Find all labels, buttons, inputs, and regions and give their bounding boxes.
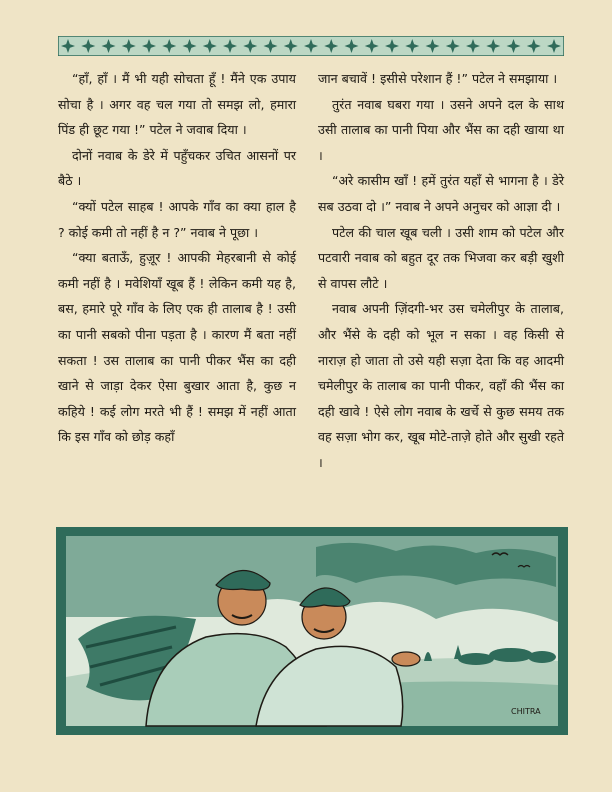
paragraph: “क्यों पटेल साहब ! आपके गाँव का क्या हाल है ? कोई कमी तो नहीं है न ?” नवाब ने पूछा । — [58, 198, 296, 240]
paragraph: “हाँ, हाँ । मैं भी यही सोचता हूँ ! मैंने एक उपाय सोचा है । अगर वह चल गया तो समझ लो, हमारा पिंड ही छूट गया !” पटेल ने जवाब दिया । — [58, 71, 296, 138]
paragraph: पटेल की चाल खूब चली । उसी शाम को पटेल और पटवारी नवाब को बहुत दूर तक भिजवा कर बड़ी खुशी से वापस लौटे । — [318, 224, 564, 291]
left-text-column — [58, 66, 296, 450]
paragraph: दोनों नवाब के डेरे में पहुँचकर उचित आसनों पर बैठे । — [58, 147, 296, 189]
paragraph: नवाब अपनी ज़िंदगी-भर उस चमेलीपुर के तालाब, और भैंसे के दही को भूल न सका । वह किसी से नाराज़ हो जाता तो उसे यही सज़ा देता कि वह आदमी चमेलीपुर के तालाब का पानी पीकर, वहाँ की भैंस का दही खावे ! ऐसे लोग नवाब के खर्चे से कुछ समय तक वह सज़ा भोग कर, खूब मोटे-ताज़े होते और सुखी रहते । — [318, 301, 564, 470]
paragraph: तुरंत नवाब घबरा गया । उसने अपने दल के साथ उसी तालाब का पानी पिया और भैंस का दही खाया था । — [318, 96, 564, 163]
right-text-column — [318, 66, 564, 476]
paragraph: “क्या बताऊँ, हुज़ूर ! आपकी मेहरबानी से कोई कमी नहीं है । मवेशियाँ खूब हैं ! लेकिन कमी यह है, बस, हमारे पूरे गाँव के लिए एक ही तालाब है ! उसी का पानी सबको पीना पड़ता है । कारण मैं बता नहीं सकता ! उस तालाब का पानी पीकर भैंस का दही खाने से जाड़ा देकर ऐसा बुखार आता है, कुछ न कहिये ! कई लोग मरते भी हैं ! समझ में नहीं आता कि इस गाँव को छोड़ कहाँ — [58, 250, 296, 445]
paragraph: “अरे कासीम खाँ ! हमें तुरंत यहाँ से भागना है । डेरे सब उठवा दो ।” नवाब ने अपने अनुचर को आज्ञा दी । — [318, 173, 564, 214]
artist-signature: CHITRA — [511, 707, 541, 716]
paragraph: जान बचावें ! इसीसे परेशान हैं !” पटेल ने समझाया । — [318, 71, 558, 86]
ornamental-header-border — [58, 36, 564, 56]
story-illustration — [56, 527, 568, 735]
